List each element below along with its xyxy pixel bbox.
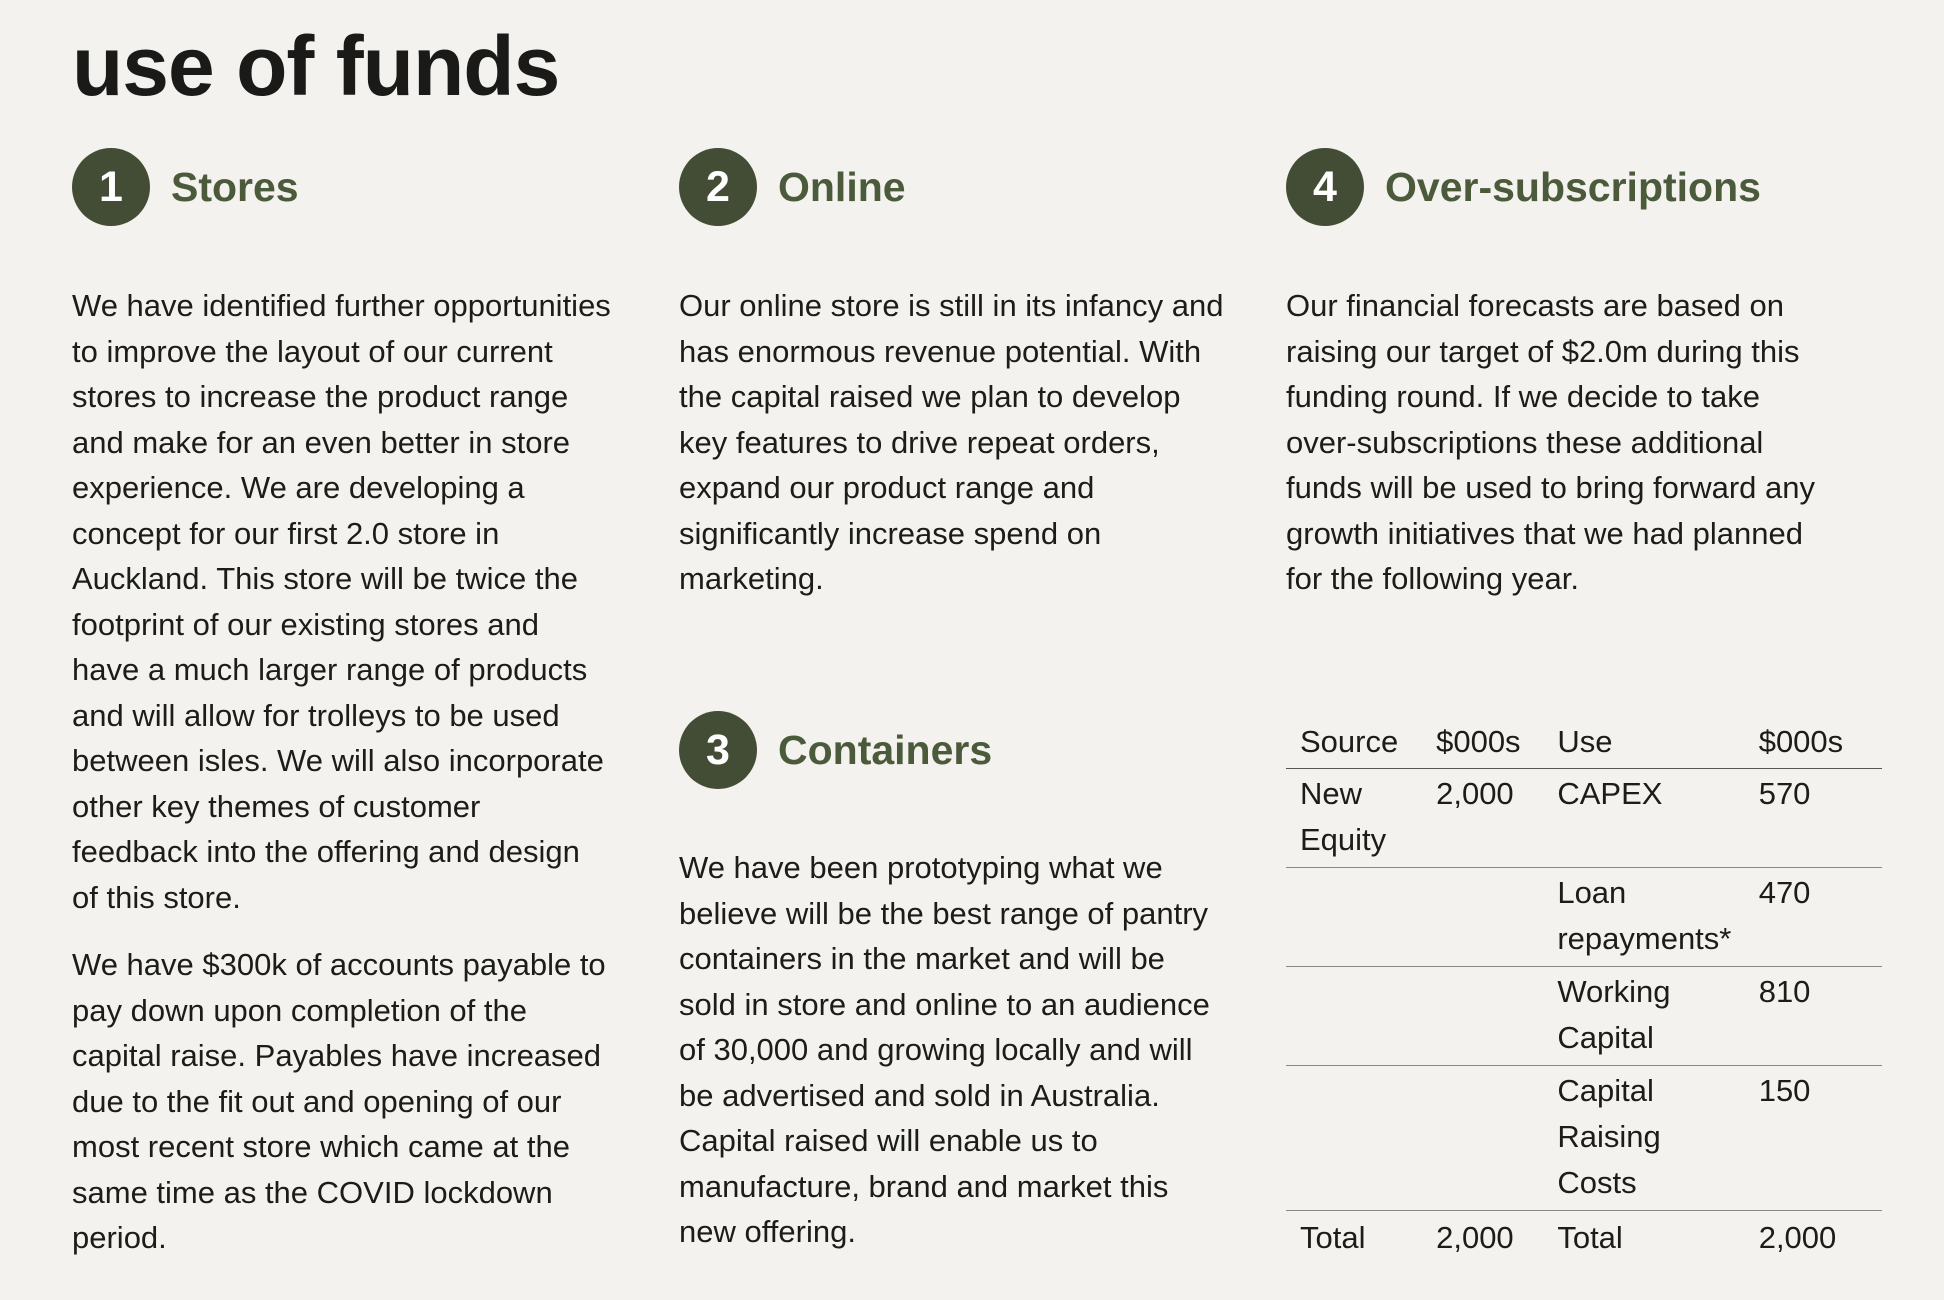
use-of-funds-table [1286,716,1882,1265]
table-cell: Loan repayments* [1543,868,1744,967]
table-cell: 150 [1745,1066,1882,1211]
section-header-over-subscriptions [1286,148,1761,226]
table-cell: 570 [1745,769,1882,868]
section-header-stores [72,148,299,226]
section-title: Online [778,163,906,210]
table-row [1286,868,1882,967]
section-title: Over-subscriptions [1385,163,1761,210]
table-row [1286,967,1882,1066]
table-cell: Total [1300,1220,1366,1255]
section-header-online [679,148,906,226]
table-row [1286,769,1882,868]
column-header-source: Source [1286,716,1422,769]
stores-paragraph-1: We have identified further opportunities to improve the layout of our current stores to increase the product range and make for an even better in store experience. We are developing a concept for our first 2.0 store in Auckland. This store will be twice the footprint of our existing stores and have a much larger range of products and will allow for trolleys to be used between isles. We will also incorporate other key themes of customer feedback into the offering and design of this store. [72,288,611,915]
table-cell [1422,868,1543,967]
table-cell: 470 [1745,868,1882,967]
stores-paragraph-2: We have $300k of accounts payable to pay down upon completion of the capital raise. Payables have increased due to the fit out and opening of our most recent store which came at the same time as the COVID lockdown period. [72,947,606,1255]
table-cell [1286,868,1422,967]
table-cell: 2,000 [1422,769,1543,868]
column-header-use: Use [1543,716,1744,769]
table-cell: New Equity [1286,769,1422,868]
section-header-containers [679,711,992,789]
table-cell [1422,967,1543,1066]
over-subscriptions-paragraph: Our financial forecasts are based on raising our target of $2.0m during this funding round. If we decide to take over-subscriptions these additional funds will be used to bring forward any growth initiatives that we had planned for the following year. [1286,288,1816,596]
table-cell: Working Capital [1543,967,1744,1066]
table-cell [1286,967,1422,1066]
section-number-badge: 4 [1286,148,1364,226]
section-title: Containers [778,726,993,773]
table-cell [1422,1066,1543,1211]
section-title: Stores [171,163,299,210]
table-row [1286,1066,1882,1211]
table-cell [1286,1066,1422,1211]
table-total-row [1286,1211,1882,1266]
table-cell: Capital Raising Costs [1543,1066,1744,1211]
table-cell: 810 [1745,967,1882,1066]
table-cell: 2,000 [1436,1220,1514,1255]
page-title: use of funds [72,19,560,113]
table-header-row [1286,716,1882,769]
section-number-badge: 1 [72,148,150,226]
table-cell: 2,000 [1758,1220,1837,1255]
containers-paragraph: We have been prototyping what we believe will be the best range of pantry containers in the market and will be sold in store and online to an audience of 30,000 and growing locally and will be advertised and sold in Australia. Capital raised will enable us to manufacture, brand and market this new offering. [679,850,1210,1249]
column-header-source-amount: $000s [1422,716,1543,769]
online-paragraph: Our online store is still in its infancy and has enormous revenue potential. With the capital raised we plan to develop key features to drive repeat orders, expand our product range and significantly increase spend on marketing. [679,288,1224,596]
table-cell: CAPEX [1543,769,1744,868]
section-number-badge: 2 [679,148,757,226]
column-header-use-amount: $000s [1745,716,1882,769]
section-number-badge: 3 [679,711,757,789]
table-cell: Total [1557,1220,1623,1255]
